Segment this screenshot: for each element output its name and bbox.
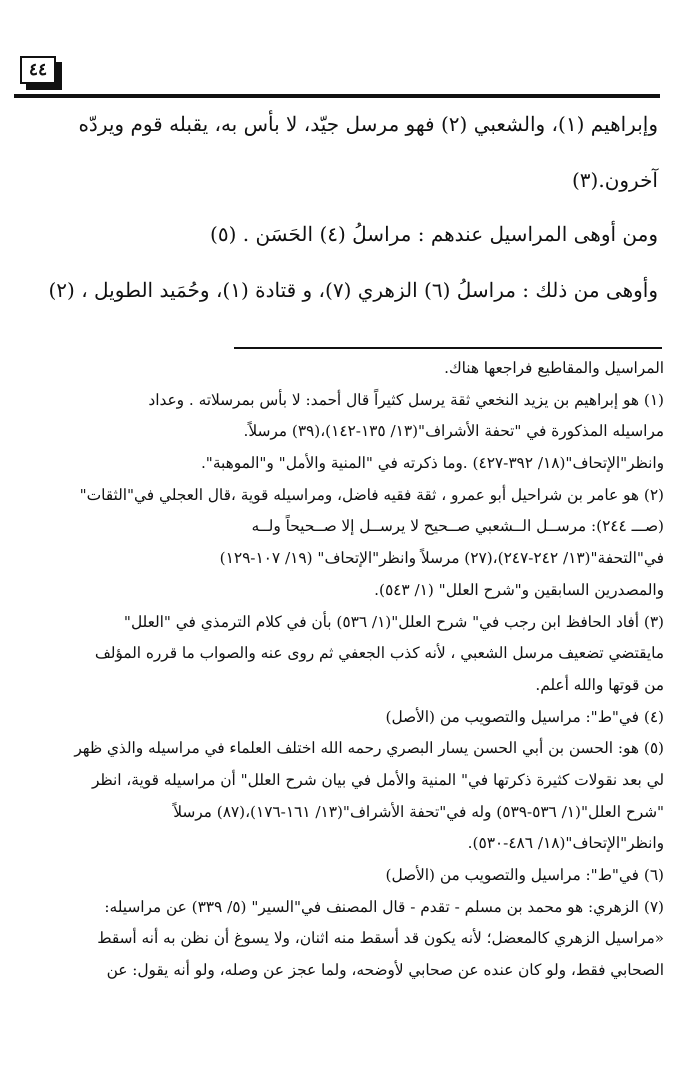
- page-number: ٤٤: [20, 56, 56, 84]
- footnote-line: المراسيل والمقاطيع فراجعها هناك.: [444, 359, 664, 377]
- footnote-line: مايقتضي تضعيف مرسل الشعبي ، لأنه كذب الجعفي ثم روى عنه والصواب ما قرره المؤلف: [94, 644, 664, 663]
- header-rule: [14, 94, 660, 98]
- footnote-separator: [234, 347, 662, 349]
- footnotes: [16, 353, 664, 987]
- footnote-line: (صـــ ٢٤٤): مرســل الــشعبي صــحيح لا يرســل إلا صــحيحاً ولــه: [251, 517, 664, 536]
- footnote-line: (٢) هو عامر بن شراحيل أبو عمرو ، ثقة فقيه فاضل، ومراسيله قوية ،قال العجلي في"الثقات": [79, 485, 664, 504]
- footnote-line: (٦) في"ط": مراسيل والتصويب من (الأصل): [385, 866, 664, 884]
- footnote-line: في"التحفة"(١٣/ ٢٤٢-٢٤٧)،(٢٧) مرسلاً وانظر"الإتحاف" (١٩/ ١٠٧-١٢٩): [219, 549, 664, 568]
- footnote-line: وانظر"الإتحاف"(١٨/ ٣٩٢-٤٢٧) .وما ذكرته في "المنية والأمل" و"الموهبة".: [200, 454, 664, 473]
- footnote-line: والمصدرين السابقين و"شرح العلل" (١/ ٥٤٣).: [374, 580, 664, 599]
- footnote-line: وانظر"الإتحاف"(١٨/ ٤٨٦-٥٣٠).: [467, 834, 664, 853]
- footnote-line: (١) هو إبراهيم بن يزيد النخعي ثقة يرسل كثيراً قال أحمد: لا بأس بمرسلاته . وعداد: [148, 390, 664, 409]
- body-line-2: آخرون.(٣): [571, 168, 658, 192]
- footnote-line: من قوتها والله أعلم.: [535, 675, 664, 694]
- page-number-box: [20, 56, 64, 92]
- footnote-line: مراسيله المذكورة في "تحفة الأشراف"(١٣/ ١٣٥-١٤٢)،(٣٩) مرسلاً.: [243, 422, 664, 441]
- body-line-4: وأوهى من ذلك : مراسلُ (٦) الزهري (٧)، و قتادة (١)، وحُمَيد الطويل ، (٢): [48, 278, 658, 302]
- footnote-line: (٧) الزهري: هو محمد بن مسلم - تقدم - قال المصنف في"السير" (٥/ ٣٣٩) عن مراسيله:: [104, 897, 664, 916]
- footnote-line: «مراسيل الزهري كالمعضل؛ لأنه يكون قد أسقط منه اثنان، ولا يسوغ أن نظن به أنه أسقط: [97, 929, 664, 948]
- body-line-1: وإبراهيم (١)، والشعبي (٢) فهو مرسل جيّد، لا بأس به، يقبله قوم ويردّه: [78, 112, 658, 136]
- footnote-line: (٥) هو: الحسن بن أبي الحسن يسار البصري رحمه الله اختلف العلماء في مراسيله والذي ظهر: [74, 739, 664, 758]
- footnote-line: "شرح العلل"(١/ ٥٣٦-٥٣٩) وله في"تحفة الأشراف"(١٣/ ١٦١-١٧٦)،(٨٧) مرسلاً: [173, 802, 664, 821]
- body-line-3: ومن أوهى المراسيل عندهم : مراسلُ (٤) الحَسَن . (٥): [210, 222, 658, 246]
- footnote-line: (٣) أفاد الحافظ ابن رجب في" شرح العلل"(١/ ٥٣٦) بأن في كلام الترمذي في "العلل": [123, 612, 664, 631]
- footnote-line: لي بعد نقولات كثيرة ذكرتها في" المنية والأمل في بيان شرح العلل" أن مراسيله قوية، انظر: [91, 770, 664, 789]
- footnote-line: (٤) في"ط": مراسيل والتصويب من (الأصل): [385, 707, 664, 726]
- footnote-line: الصحابي فقط، ولو كان عنده عن صحابي لأوضحه، ولما عجز عن وصله، ولو أنه يقول: عن: [106, 961, 664, 980]
